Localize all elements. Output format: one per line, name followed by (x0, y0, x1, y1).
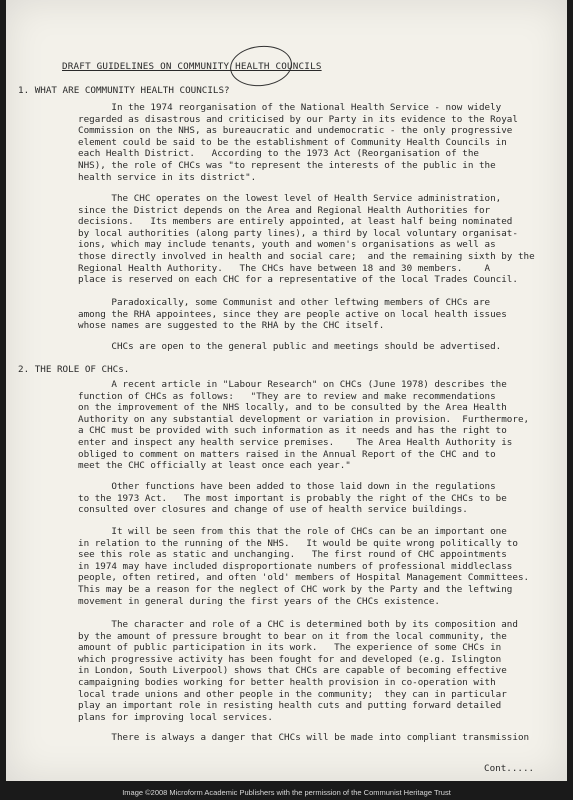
section-1-heading: 1. WHAT ARE COMMUNITY HEALTH COUNCILS? (18, 85, 230, 96)
section-2-paragraph-2: Other functions have been added to those laid down in the regulations to the 1973 Act. The most important is probably the right of the CHCs to be consulted over closures and change of use of health service buildings. (78, 481, 507, 516)
copyright-footer: Image ©2008 Microform Academic Publishers with the permission of the Communist Heritage Trust (122, 788, 451, 797)
document-page (6, 0, 567, 781)
section-1-paragraph-1: In the 1974 reorganisation of the National Health Service - now widely regarded as disastrous and criticised by our Party in its evidence to the Royal Commission on the NHS, as bureaucratic and undemocratic - the only progressive element could be said to be the establishment of Community Health Councils in each Health District. According to the 1973 Act (Reorganisation of the NHS), the role of CHCs was "to represent the interests of the public in the health service in its district". (78, 102, 518, 183)
section-2-heading: 2. THE ROLE OF CHCs. (18, 364, 130, 375)
document-title: DRAFT GUIDELINES ON COMMUNITY HEALTH COUNCILS (62, 61, 322, 72)
section-2-paragraph-3: It will be seen from this that the role of CHCs can be an important one in relation to the running of the NHS. It would be quite wrong politically to see this role as static and unchanging. The first round of CHC appointments in 1974 may have included disproportionate numbers of professional middleclass people, often retired, and often 'old' members of Hospital Management Committees. This may be a reason for the neglect of CHC work by the Party and the leftwing movement in general during the first years of the CHCs existence. (78, 526, 530, 607)
section-1-paragraph-4: CHCs are open to the general public and meetings should be advertised. (78, 341, 502, 352)
section-2-paragraph-5: There is always a danger that CHCs will be made into compliant transmission (78, 732, 530, 743)
document-body (6, 0, 567, 781)
section-1-paragraph-2: The CHC operates on the lowest level of Health Service administration, since the District depends on the Area and Regional Health Authorities for decisions. Its members are entirely appointed, at least half being nominated by local authorities (along party lines), a third by local voluntary organisat- ions, which may include tenants, youth and women's organisations as well as those directly involved in health and social care; and the remaining sixth by the Regional Health Authority. The CHCs have between 18 and 30 members. A place is reserved on each CHC for a representative of the local Trades Council. (78, 193, 535, 286)
section-2-paragraph-4: The character and role of a CHC is determined both by its composition and by the amount of pressure brought to bear on it from the local community, the amount of public participation in its work. The experience of some CHCs in which progressive activity has been fought for and developed (e.g. Islington in London, South Liverpool) shows that CHCs are capable of becoming effective campaigning bodies working for better health provision in co-operation with local trade unions and other people in the community; they can in particular play an important role in resisting health cuts and putting forward detailed plans for improving local services. (78, 619, 518, 723)
continued-marker: Cont..... (484, 763, 535, 774)
section-1-paragraph-3: Paradoxically, some Communist and other leftwing members of CHCs are among the RHA appointees, since they are people active on local health issues whose names are suggested to the RHA by the CHC itself. (78, 297, 507, 332)
section-2-paragraph-1: A recent article in "Labour Research" on CHCs (June 1978) describes the function of CHCs as follows: "They are to review and make recommendations on the improvement of the NHS locally, and to be consulted by the Area Health Authority on any substantial development or variation in provision. Furthermore, a CHC must be provided with such information as it needs and has the right to enter and inspect any health service premises. The Area Health Authority is obliged to comment on matters raised in the Annual Report of the CHC and to meet the CHC officially at least once each year." (78, 379, 530, 472)
